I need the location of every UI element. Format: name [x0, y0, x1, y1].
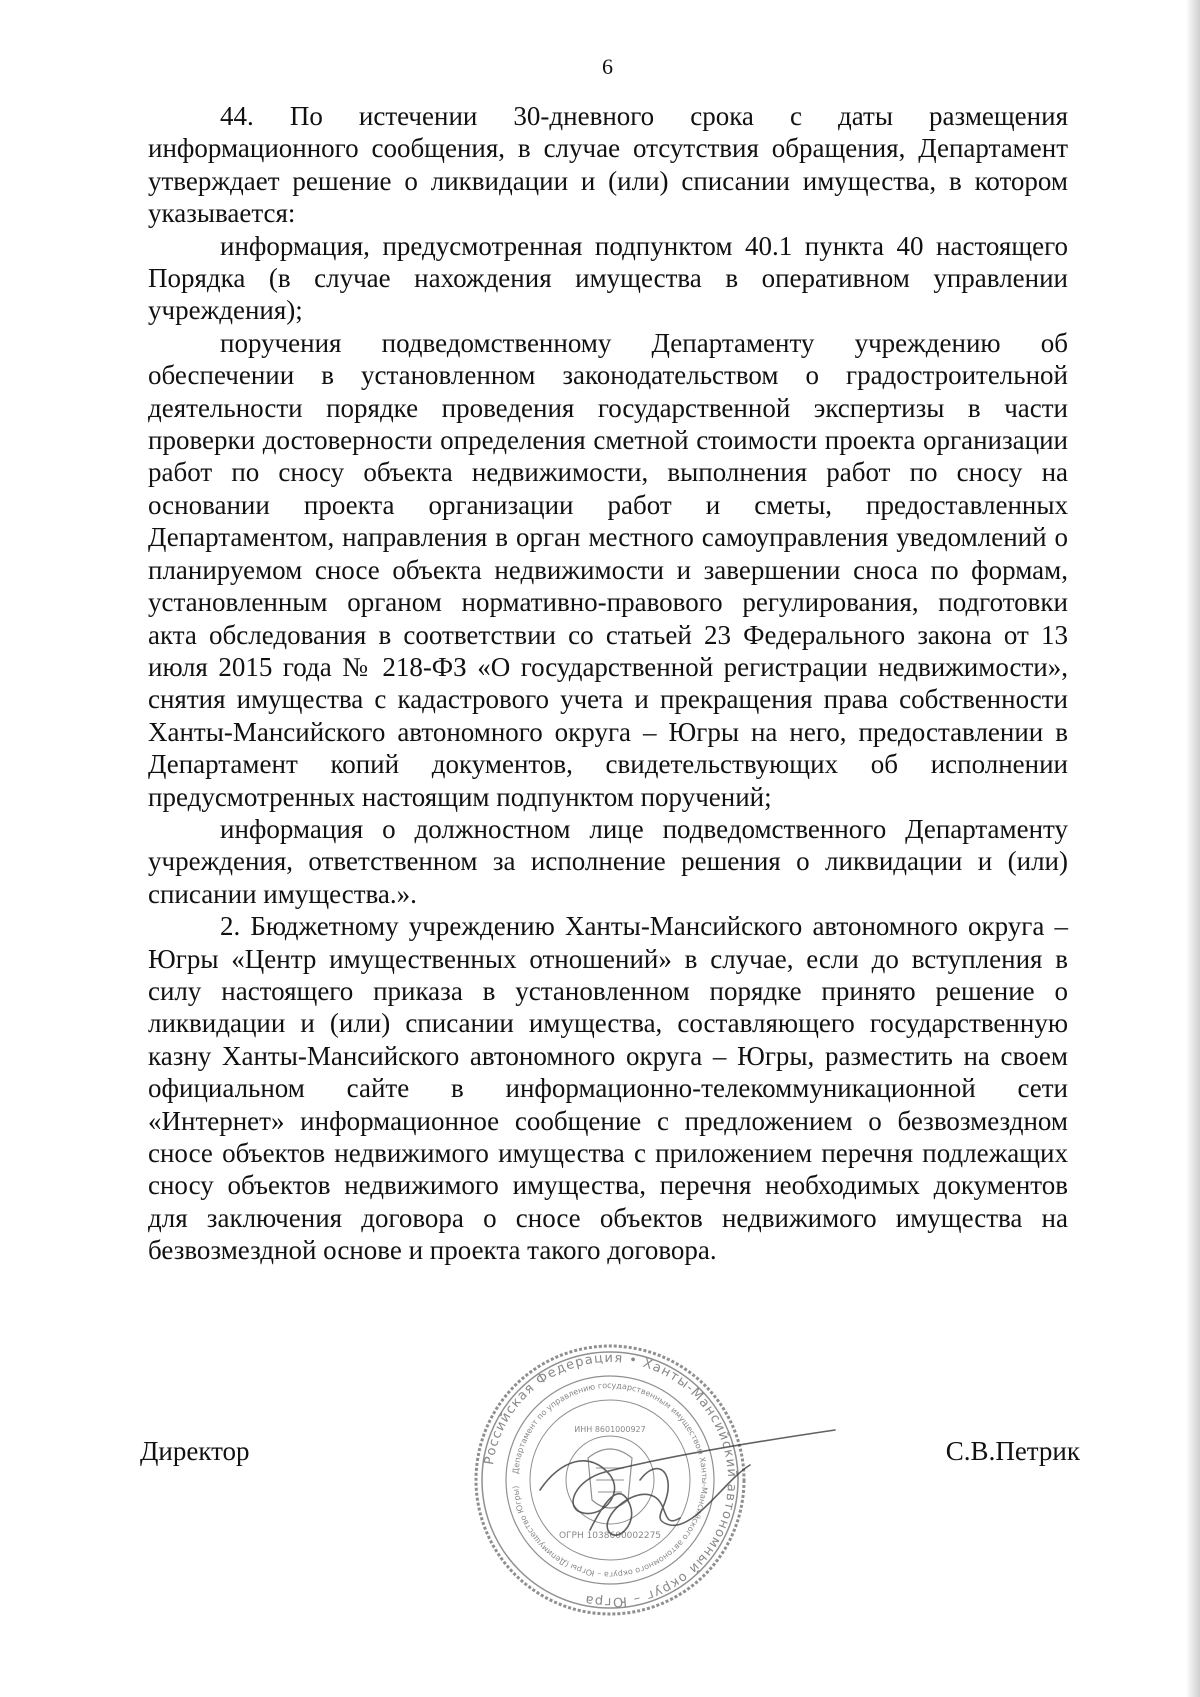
document-body [148, 100, 1068, 1267]
paragraph-2: 2. Бюджетному учреждению Ханты-Мансийского автономного округа – Югры «Центр имущественных отношений» в случае, если до вступления в силу настоящего приказа в установленном порядке принято решение о ликвидации и (или) списании имущества, составляющего государственную казну Ханты-Мансийского автономного округа – Югры, разместить на своем официальном сайте в информационно-телекоммуникационной сети «Интернет» информационное сообщение с предложением о безвозмездном сносе объектов недвижимого имущества с приложением перечня подлежащих сносу объектов недвижимого имущества, перечня необходимых документов для заключения договора о сносе объектов недвижимого имущества на безвозмездной основе и проекта такого договора. [148, 911, 1068, 1266]
paragraph-info-40-1: информация, предусмотренная подпунктом 40.1 пункта 40 настоящего Порядка (в случае нахождения имущества в оперативном управлении учреждения); [148, 230, 1068, 326]
signatory-name: С.В.Петрик [945, 1436, 1080, 1466]
page-number: 6 [602, 54, 613, 79]
signature-block [140, 1436, 1080, 1476]
paragraph-responsible-person: информация о должностном лице подведомственного Департаменту учреждения, ответственном за исполнение решения о ликвидации и (или) списании имущества.». [148, 813, 1068, 909]
seal-outer-text: Российская Федерация • Ханты-Мансийский автономный округ – Югра [481, 1350, 740, 1610]
seal-ogrn-text: ОГРН 1038600002275 [558, 1531, 662, 1541]
seal-inner-text: Департамент по управлению государственным имуществом Ханты-Мансийского автономного округа – Югры (Депимущество Югры) [511, 1380, 710, 1580]
paragraph-instructions: поручения подведомственному Департаменту учреждению об обеспечении в установленном законодательством о градостроительной деятельности порядке проведения государственной экспертизы в части проверки достоверности определения сметной стоимости проекта организации работ по сносу объекта недвижимости, выполнения работ по сносу на основании проекта организации работ и сметы, предоставленных Департаментом, направления в орган местного самоуправления уведомлений о планируемом сносе объекта недвижимости и завершении сноса по формам, установленным органом нормативно-правового регулирования, подготовки акта обследования в соответствии со статьей 23 Федерального закона от 13 июля 2015 года № 218-ФЗ «О государственной регистрации недвижимости», снятия имущества с кадастрового учета и прекращения права собственности Ханты-Мансийского автономного округа – Югры на него, предоставлении в Департамент копий документов, свидетельствующих об исполнении предусмотренных настоящим подпунктом поручений; [148, 327, 1068, 812]
signatory-title: Директор [140, 1436, 250, 1466]
seal-inn-text: ИНН 8601000927 [574, 1425, 646, 1434]
scan-edge-shadow [1186, 0, 1200, 1697]
paragraph-44: 44. По истечении 30-дневного срока с даты размещения информационного сообщения, в случае отсутствия обращения, Департамент утверждает решение о ликвидации и (или) списании имущества, в котором указывается: [148, 101, 1068, 229]
